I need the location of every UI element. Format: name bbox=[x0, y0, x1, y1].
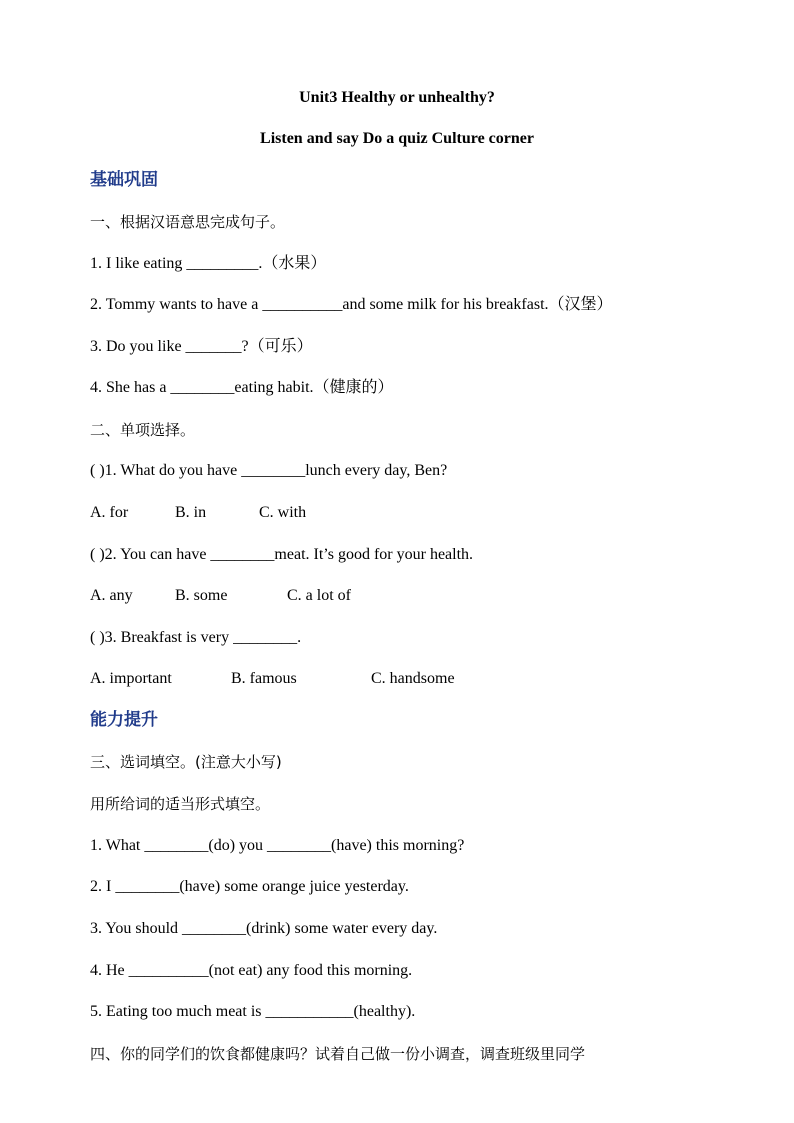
part3-item-4: 4. He __________(not eat) any food this morning. bbox=[90, 962, 413, 979]
part3-item-2: 2. I ________(have) some orange juice yesterday. bbox=[90, 878, 409, 895]
part3-instruction: 用所给词的适当形式填空。 bbox=[90, 795, 271, 813]
part3-item-5: 5. Eating too much meat is ___________(healthy). bbox=[90, 1003, 416, 1020]
part2-question-2: ( )2. You can have ________meat. It’s good for your health. bbox=[90, 546, 474, 563]
part2-heading: 二、单项选择。 bbox=[90, 421, 196, 439]
part3-item-1: 1. What ________(do) you ________(have) this morning? bbox=[90, 837, 465, 854]
q2-option-b: B. some bbox=[175, 587, 228, 604]
q1-option-b: B. in bbox=[175, 504, 207, 521]
part1-item-2: 2. Tommy wants to have a __________and some milk for his breakfast.（汉堡） bbox=[90, 296, 613, 313]
part2-question-3: ( )3. Breakfast is very ________. bbox=[90, 629, 302, 646]
q2-option-a: A. any bbox=[90, 587, 133, 604]
part3-item-3: 3. You should ________(drink) some water every day. bbox=[90, 920, 438, 937]
q3-option-b: B. famous bbox=[231, 670, 297, 687]
q3-option-c: C. handsome bbox=[371, 670, 455, 687]
q1-option-a: A. for bbox=[90, 504, 129, 521]
section-heading-advance: 能力提升 bbox=[90, 710, 158, 730]
part1-item-4: 4. She has a ________eating habit.（健康的） bbox=[90, 379, 394, 396]
q2-option-c: C. a lot of bbox=[287, 587, 351, 604]
part1-item-1: 1. I like eating _________.（水果） bbox=[90, 255, 327, 272]
q3-option-a: A. important bbox=[90, 670, 172, 687]
part1-item-3: 3. Do you like _______?（可乐） bbox=[90, 338, 313, 355]
section-heading-basic: 基础巩固 bbox=[90, 170, 158, 190]
q1-option-c: C. with bbox=[259, 504, 307, 521]
part1-heading: 一、根据汉语意思完成句子。 bbox=[90, 213, 286, 231]
part2-question-1: ( )1. What do you have ________lunch every day, Ben? bbox=[90, 462, 448, 479]
worksheet-subtitle: Listen and say Do a quiz Culture corner bbox=[260, 130, 534, 147]
worksheet-title: Unit3 Healthy or unhealthy? bbox=[299, 89, 495, 106]
part3-heading: 三、选词填空。(注意大小写) bbox=[90, 753, 282, 771]
part4-heading: 四、你的同学们的饮食都健康吗？试着自己做一份小调查，调查班级里同学 bbox=[90, 1045, 586, 1063]
